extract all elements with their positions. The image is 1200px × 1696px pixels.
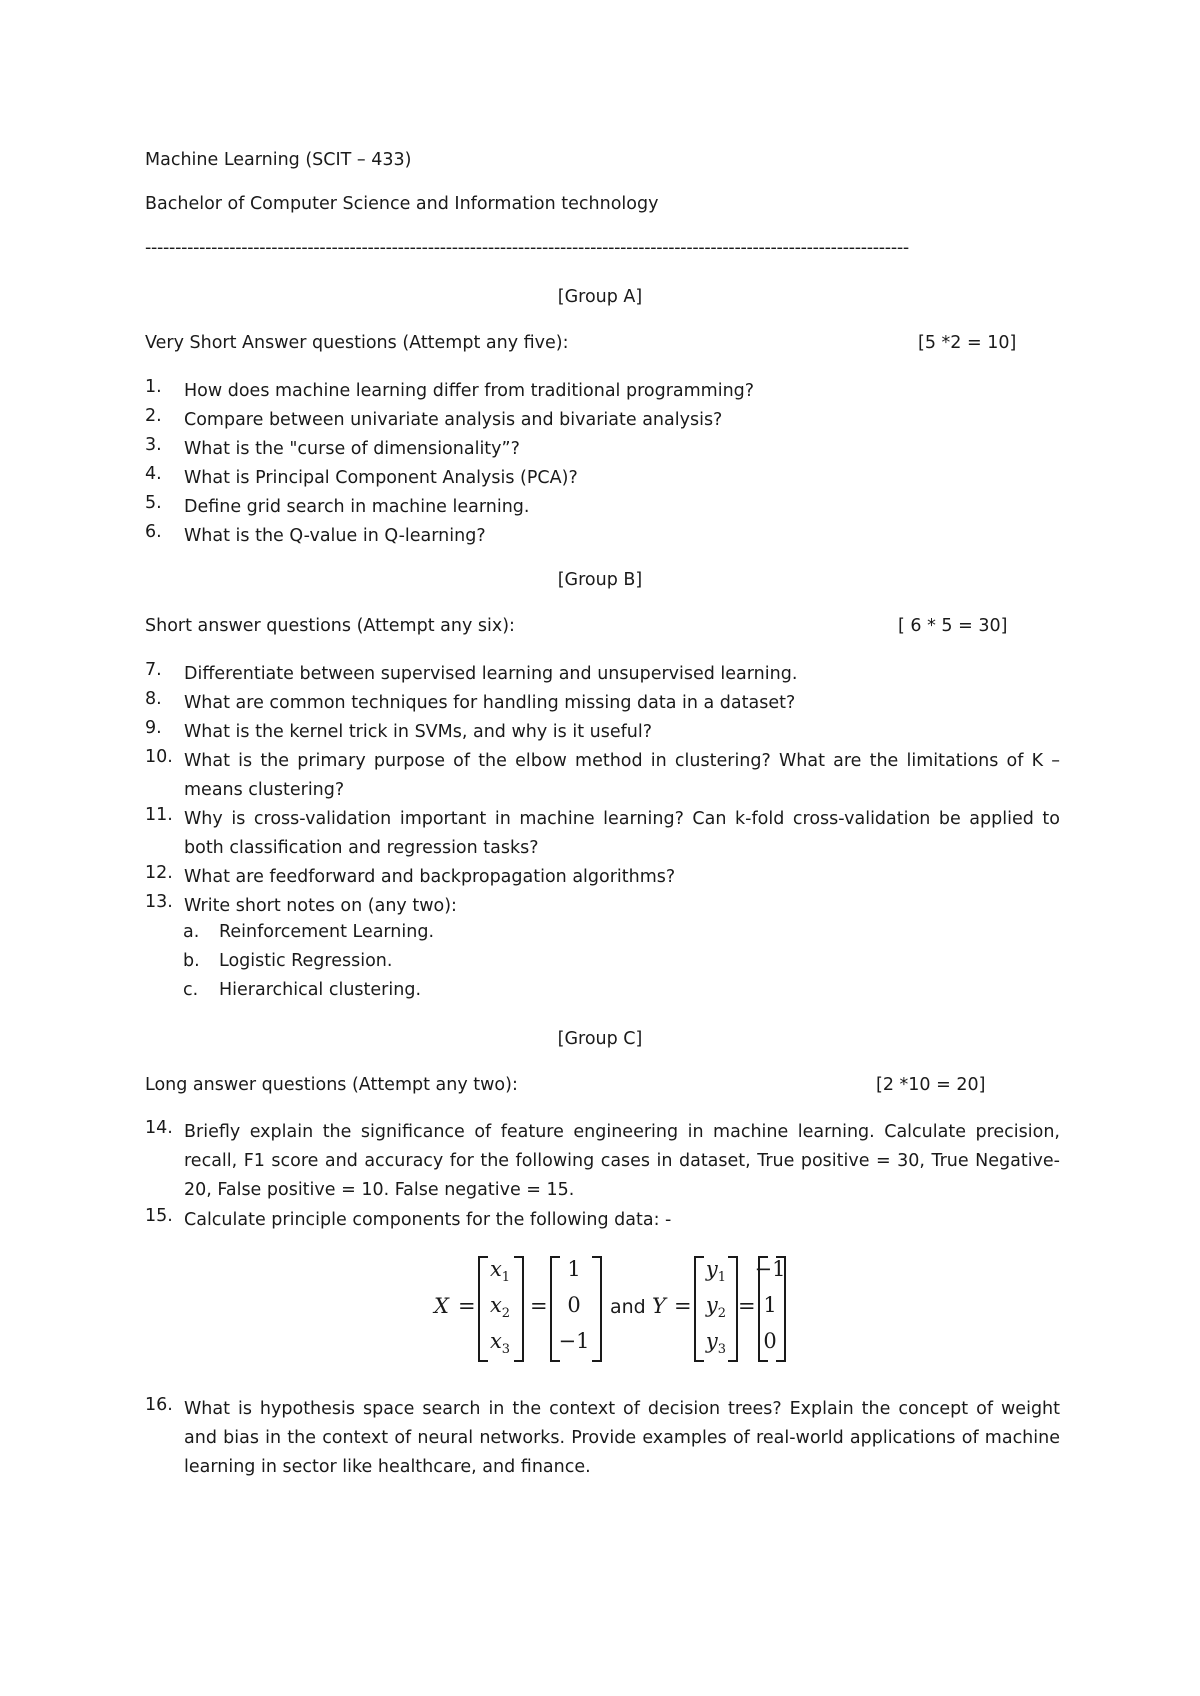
- question-item: [145, 660, 1060, 689]
- question-text: What are common techniques for handling missing data in a dataset?: [184, 693, 796, 713]
- program-name: Bachelor of Computer Science and Information technology: [145, 194, 659, 214]
- variable-y-label: Y: [652, 1294, 666, 1318]
- question-text: What are feedforward and backpropagation algorithms?: [184, 867, 676, 887]
- right-bracket: [728, 1256, 738, 1362]
- question-text: Define grid search in machine learning.: [184, 497, 530, 517]
- question-item: [145, 689, 1060, 718]
- question-number: 9.: [145, 718, 162, 738]
- group-a-title: [Group A]: [557, 287, 643, 307]
- matrix-entry: 1: [567, 1257, 581, 1281]
- question-item: [145, 1206, 1060, 1235]
- matrix-entry: $x_3$: [489, 1329, 511, 1358]
- right-bracket: [592, 1256, 602, 1362]
- divider-line: -------------------------------------------------------------------------------------------------------------------------------: [145, 238, 909, 258]
- matrix-entry: 0: [763, 1329, 777, 1353]
- group-b-marks: [ 6 * 5 = 30]: [898, 616, 1008, 636]
- group-c-marks: [2 *10 = 20]: [876, 1075, 986, 1095]
- sub-item: [183, 951, 392, 971]
- group-c-instruction: Long answer questions (Attempt any two):: [145, 1075, 518, 1095]
- matrix-entry: 0: [567, 1293, 581, 1317]
- question-item: [145, 377, 1060, 406]
- question-text: What is the primary purpose of the elbow method in clustering? What are the limitations of K – means clustering?: [184, 751, 1060, 800]
- question-number: 10.: [145, 747, 173, 767]
- question-item: [145, 1395, 1060, 1482]
- question-text: What is the "curse of dimensionality”?: [184, 439, 520, 459]
- equals-sign: =: [674, 1294, 692, 1318]
- matrix-entry: $y_2$: [705, 1293, 727, 1322]
- equals-sign: =: [738, 1294, 756, 1318]
- group-b-instruction: Short answer questions (Attempt any six):: [145, 616, 515, 636]
- group-a-instruction: Very Short Answer questions (Attempt any five):: [145, 333, 569, 353]
- question-item: [145, 522, 1060, 551]
- sub-item: [183, 922, 434, 942]
- matrix-entry: $y_1$: [705, 1257, 727, 1286]
- question-number: 16.: [145, 1395, 173, 1415]
- sub-item-text: Hierarchical clustering.: [219, 980, 422, 1000]
- question-number: 12.: [145, 863, 173, 883]
- question-text: What is Principal Component Analysis (PCA)?: [184, 468, 578, 488]
- question-text: Calculate principle components for the following data: -: [184, 1210, 672, 1230]
- right-bracket: [776, 1256, 786, 1362]
- sub-item-letter: c.: [183, 980, 199, 1000]
- question-number: 8.: [145, 689, 162, 709]
- sub-item: [183, 980, 421, 1000]
- question-number: 2.: [145, 406, 162, 426]
- equals-sign: =: [458, 1294, 476, 1318]
- course-title: Machine Learning (SCIT – 433): [145, 150, 412, 170]
- right-bracket: [514, 1256, 524, 1362]
- question-number: 7.: [145, 660, 162, 680]
- question-text: What is hypothesis space search in the context of decision trees? Explain the concept of weight and bias in the context of neural networks. Provide examples of real-world applications of machine learning in sector like healthcare, and finance.: [184, 1399, 1060, 1477]
- question-item: [145, 435, 1060, 464]
- question-item: [145, 493, 1060, 522]
- matrix-entry: −1: [754, 1257, 786, 1281]
- question-item: [145, 863, 1060, 892]
- matrix-equation: [430, 1253, 790, 1363]
- question-item: [145, 805, 1060, 863]
- question-number: 11.: [145, 805, 173, 825]
- matrix-entry: −1: [558, 1329, 590, 1353]
- group-c-title: [Group C]: [557, 1029, 643, 1049]
- sub-item-text: Reinforcement Learning.: [219, 922, 435, 942]
- question-text: What is the kernel trick in SVMs, and why is it useful?: [184, 722, 653, 742]
- sub-item-letter: a.: [183, 922, 200, 942]
- question-text: Briefly explain the significance of feature engineering in machine learning. Calculate precision, recall, F1 score and accuracy for the following cases in dataset, True positive = 30, True Negative-20, False positive = 10. False negative = 15.: [184, 1122, 1060, 1200]
- question-number: 14.: [145, 1118, 173, 1138]
- question-number: 3.: [145, 435, 162, 455]
- question-text: Differentiate between supervised learning and unsupervised learning.: [184, 664, 798, 684]
- and-word: and: [610, 1296, 646, 1318]
- question-text: Compare between univariate analysis and bivariate analysis?: [184, 410, 723, 430]
- question-item: [145, 718, 1060, 747]
- sub-item-text: Logistic Regression.: [219, 951, 393, 971]
- question-item: [145, 1118, 1060, 1205]
- matrix-entry: 1: [763, 1293, 777, 1317]
- question-number: 1.: [145, 377, 162, 397]
- question-number: 15.: [145, 1206, 173, 1226]
- variable-x-label: X: [434, 1294, 449, 1318]
- question-item: [145, 892, 1060, 921]
- matrix-entry: $x_2$: [489, 1293, 511, 1322]
- group-a-marks: [5 *2 = 10]: [918, 333, 1017, 353]
- question-text: Write short notes on (any two):: [184, 896, 457, 916]
- equals-sign: =: [530, 1294, 548, 1318]
- question-number: 4.: [145, 464, 162, 484]
- matrix-entry: $y_3$: [705, 1329, 727, 1358]
- question-text: What is the Q-value in Q-learning?: [184, 526, 486, 546]
- question-text: Why is cross-validation important in machine learning? Can k-fold cross-validation be applied to both classification and regression tasks?: [184, 809, 1060, 858]
- question-number: 5.: [145, 493, 162, 513]
- question-text: How does machine learning differ from traditional programming?: [184, 381, 755, 401]
- sub-item-letter: b.: [183, 951, 200, 971]
- question-number: 6.: [145, 522, 162, 542]
- question-item: [145, 406, 1060, 435]
- question-number: 13.: [145, 892, 173, 912]
- matrix-entry: $x_1$: [489, 1257, 511, 1286]
- question-item: [145, 747, 1060, 805]
- group-b-title: [Group B]: [557, 570, 643, 590]
- question-item: [145, 464, 1060, 493]
